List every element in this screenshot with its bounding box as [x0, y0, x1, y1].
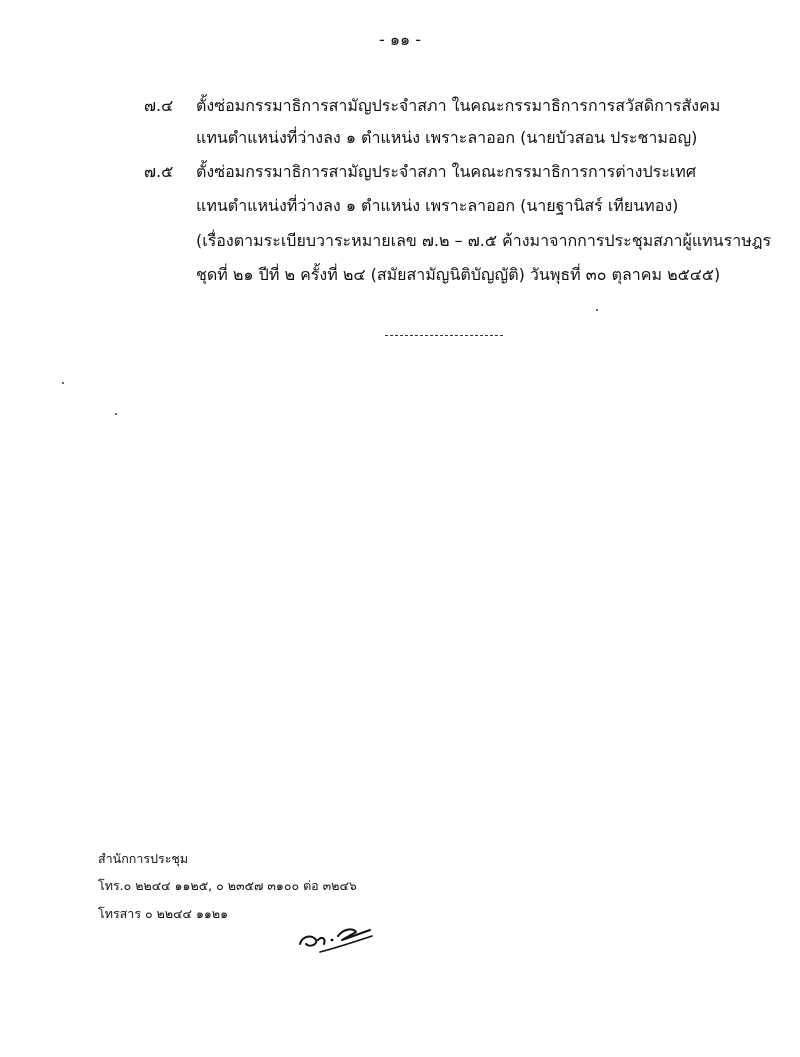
- footer-fax: โทรสาร ๐ ๒๒๔๔ ๑๑๒๑: [98, 906, 229, 921]
- note-line: (เรื่องตามระเบียบวาระหมายเลข ๗.๒ – ๗.๕ ค้างมาจากการประชุมสภาผู้แทนราษฎร: [196, 231, 772, 250]
- section-divider: [385, 335, 503, 336]
- agenda-item-number: ๗.๕: [144, 162, 174, 181]
- agenda-item-text-line: ตั้งซ่อมกรรมาธิการสามัญประจำสภา ในคณะกรรมาธิการการต่างประเทศ: [196, 162, 696, 181]
- signature-initials: [296, 918, 376, 958]
- page-number: - ๑๑ -: [378, 30, 422, 49]
- footer-office: สำนักการประชุม: [98, 851, 189, 866]
- note-line: ชุดที่ ๒๑ ปีที่ ๒ ครั้งที่ ๒๔ (สมัยสามัญนิติบัญญัติ) วันพุธที่ ๓๐ ตุลาคม ๒๕๔๕): [196, 265, 721, 284]
- scan-speck: [62, 382, 64, 384]
- scan-speck: [596, 309, 598, 311]
- footer-phone: โทร.๐ ๒๒๔๔ ๑๑๒๕, ๐ ๒๓๕๗ ๓๑๐๐ ต่อ ๓๒๔๖: [98, 878, 357, 893]
- agenda-item-number: ๗.๔: [144, 96, 174, 115]
- agenda-item-text-line: แทนตำแหน่งที่ว่างลง ๑ ตำแหน่ง เพราะลาออก (นายบัวสอน ประชามอญ): [196, 128, 698, 147]
- agenda-item-text-line: ตั้งซ่อมกรรมาธิการสามัญประจำสภา ในคณะกรรมาธิการการสวัสดิการสังคม: [196, 96, 721, 115]
- agenda-item-text-line: แทนตำแหน่งที่ว่างลง ๑ ตำแหน่ง เพราะลาออก (นายฐานิสร์ เทียนทอง): [196, 196, 679, 215]
- scan-speck: [115, 413, 117, 415]
